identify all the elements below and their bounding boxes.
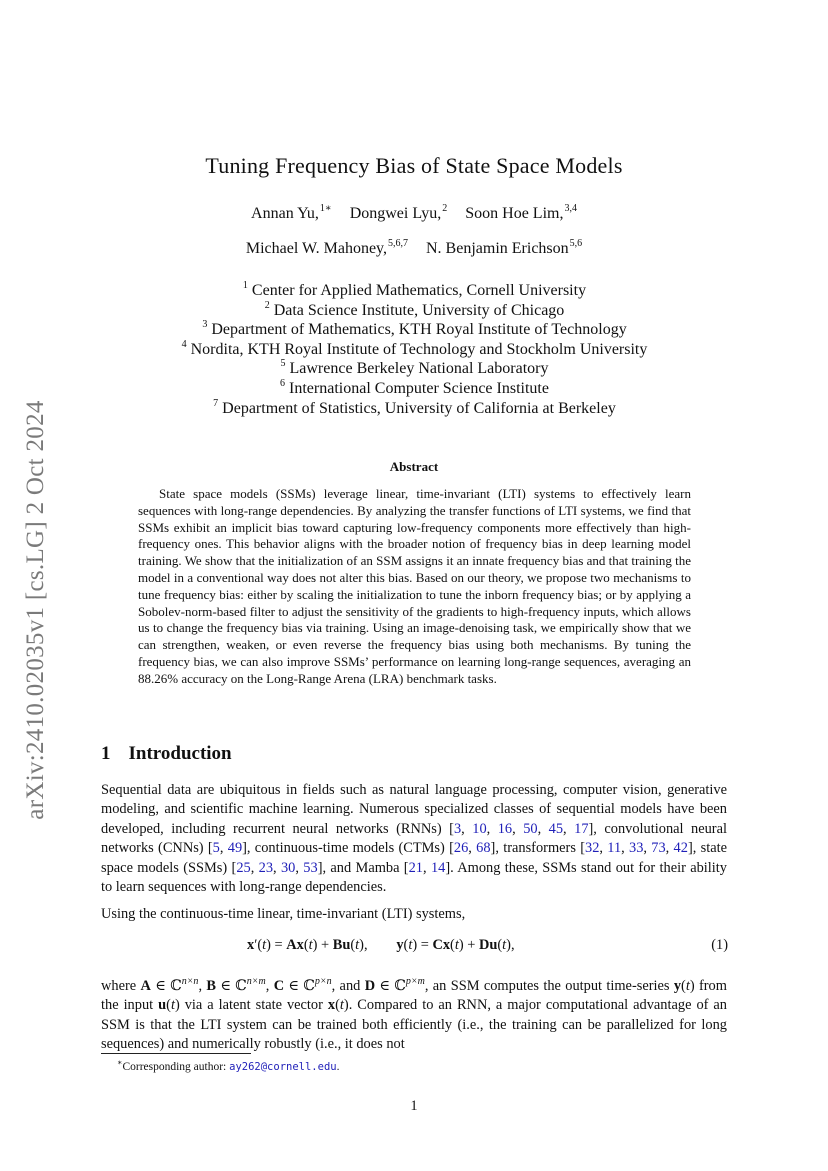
section-heading-introduction [101,743,232,765]
author-name: Annan Yu,$^{1∗}$ [251,203,332,222]
paper-title: Tuning Frequency Bias of State Space Models [205,153,623,178]
section-title: Introduction [128,743,232,764]
affiliation-marker: 3,4 [564,203,577,214]
citation-link[interactable]: 33 [629,840,644,857]
affiliation-marker: 5,6,7 [388,238,408,249]
citation-link[interactable]: 16 [497,820,513,837]
footnote-rule [101,1053,251,1054]
citation-link[interactable]: 14 [430,859,446,876]
footnote-mark: ∗ [117,1058,123,1067]
affiliation-line: $^7$ Department of Statistics, University of California at Berkeley [213,397,616,417]
intro-paragraph-3: where A ∈ ℂ$^{n\times n}$, B ∈ ℂ$^{n\times m}$, C ∈ ℂ$^{p\times n}$, and D ∈ ℂ$^{p\times m}$, an SSM computes the output time-series y(t) from the input u(t) via a latent state vector x(t). Compared to an RNN, a major computational advantage of an SSM is that the LTI system can be trained both efficiently (i.e., the training can be parallelized for long sequences) and numerically robustly (i.e., it does not [101,976,728,1053]
citation-link[interactable]: 53 [303,859,318,876]
author-name: N. Benjamin Erichson$^{5,6}$ [426,238,583,257]
citation-link[interactable]: 73 [651,840,666,857]
intro-paragraph-2: Using the continuous-time linear, time-invariant (LTI) systems, [101,906,466,922]
footnote-text: Corresponding author: [122,1061,230,1073]
citation-link[interactable]: 23 [258,859,274,876]
author-list-row-2 [0,238,828,258]
affiliation-line: $^4$ Nordita, KTH Royal Institute of Technology and Stockholm University [181,338,648,358]
affiliation-line: $^2$ Data Science Institute, University of Chicago [264,299,565,319]
section-number: 1 [101,743,111,764]
citation-link[interactable]: 17 [574,820,589,837]
citation-link[interactable]: 11 [607,840,622,857]
author-name: Dongwei Lyu,$^2$ [349,203,448,222]
citation-link[interactable]: 42 [673,840,688,857]
abstract-heading: Abstract [389,459,439,474]
citation-link[interactable]: 30 [280,859,296,876]
affiliation-line: $^1$ Center for Applied Mathematics, Cornell University [242,280,587,299]
citation-link[interactable]: 21 [408,859,423,876]
citation-link[interactable]: 68 [476,840,491,857]
page-number: 1 [410,1098,418,1114]
citation-link[interactable]: 5 [212,840,220,857]
affiliation-line: $^5$ Lawrence Berkeley National Laboratory [280,358,549,378]
affiliation-line: $^3$ Department of Mathematics, KTH Royal Institute of Technology [202,319,627,339]
author-name: Soon Hoe Lim,$^{3,4}$ [465,203,577,222]
citation-link[interactable]: 50 [523,820,538,837]
citation-link[interactable]: 45 [548,820,564,837]
author-name: Michael W. Mahoney,$^{5,6,7}$ [245,238,408,257]
citation-link[interactable]: 25 [236,859,251,876]
author-list-row-1 [0,203,828,223]
intro-paragraph-1: Sequential data are ubiquitous in fields such as natural language processing, computer vision, generative modeling, and scientific machine learning. Numerous specialized classes of sequential models have been developed, including recurrent neural networks (RNNs) [3, 10, 16, 50, 45, 17], convolutional neural networks (CNNs) [5, 49], continuous-time models (CTMs) [26, 68], transformers [32, 11, 33, 73, 42], state space models (SSMs) [25, 23, 30, 53], and Mamba [21, 14]. Among these, SSMs stand out for their ability to learn sequences with long-range dependencies. [101,782,727,896]
arxiv-identifier-stamp: arXiv:2410.02035v1 [cs.LG] 2 Oct 2024 [22,400,49,820]
affiliation-line: $^6$ International Computer Science Institute [280,377,549,397]
affiliation-list [0,276,828,417]
affiliation-marker: 1∗ [319,203,332,214]
affiliation-marker: 5,6 [569,238,583,249]
equation-body: x′(t) = Ax(t) + Bu(t), y(t) = Cx(t) + Du(t), [247,937,515,953]
equation-1 [0,937,828,959]
author-email-link[interactable]: ay262@cornell.edu [229,1061,337,1073]
citation-link[interactable]: 10 [472,820,487,837]
footnote: ∗Corresponding author: ay262@cornell.edu. [117,1058,340,1073]
affiliation-marker: 2 [442,203,448,214]
citation-link[interactable]: 32 [585,840,600,857]
equation-number: (1) [711,937,728,953]
citation-link[interactable]: 26 [453,840,469,857]
citation-link[interactable]: 3 [453,820,462,837]
citation-link[interactable]: 49 [227,840,243,857]
abstract-text: State space models (SSMs) leverage linear, time-invariant (LTI) systems to effectively learn sequences with long-range dependencies. By analyzing the transfer functions of LTI systems, we find that SSMs exhibit an implicit bias toward capturing low-frequency components more effectively than high-frequency ones. This behavior aligns with the broader notion of frequency bias in deep learning model training. We show that the initialization of an SSM assigns it an innate frequency bias and that training the model in a conventional way does not alter this bias. Based on our theory, we propose two mechanisms to tune frequency bias: either by scaling the initialization to tune the inborn frequency bias; or by applying a Sobolev-norm-based filter to adjust the sensitivity of the gradients to high-frequency inputs, which allows us to change the frequency bias via training. Using an image-denoising task, we empirically show that we can strengthen, weaken, or even reverse the frequency bias using both mechanisms. By tuning the frequency bias, we can also improve SSMs’ performance on learning long-range sequences, averaging an 88.26% accuracy on the Long-Range Arena (LRA) benchmark tasks. [138,486,691,686]
